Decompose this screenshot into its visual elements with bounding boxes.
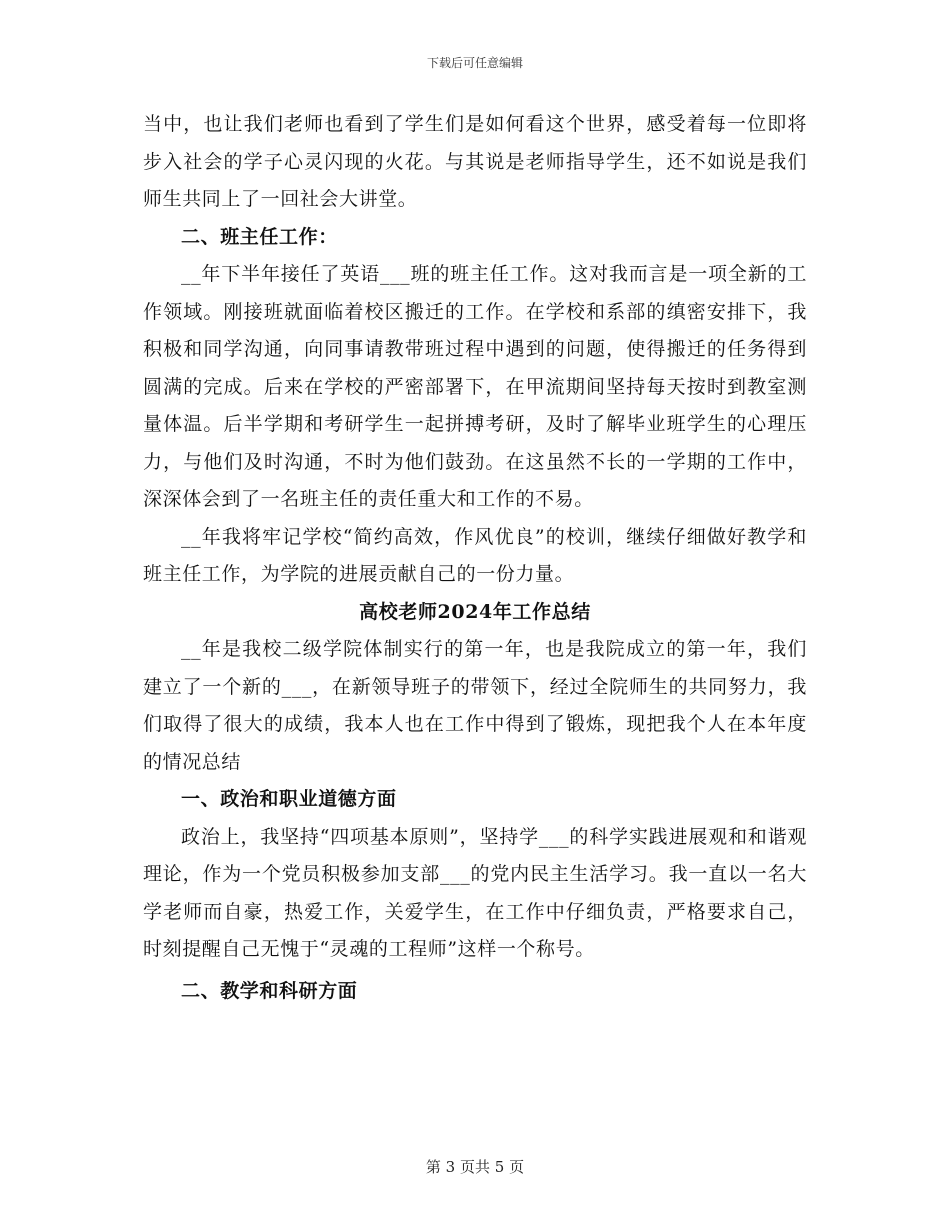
paragraph-next-year-plan: __年我将牢记学校“简约高效，作风优良”的校训，继续仔细做好教学和班主任工作，为学院的进展贡献自己的一份力量。 — [143, 525, 807, 585]
header-note: 下载后可任意编辑 — [426, 56, 523, 70]
paragraph-politics: 政治上，我坚持“四项基本原则”，坚持学___的科学实践进展观和和谐观理论，作为一个党员积极参加支部___的党内民主生活学习。我一直以一名大学老师而自豪，热爱工作，关爱学生，在工作中仔细负责，严格要求自己，时刻提醒自己无愧于“灵魂的工程师”这样一个称号。 — [143, 825, 807, 960]
section-heading-politics: 一、政治和职业道德方面 — [181, 788, 397, 810]
section-heading-teaching: 二、教学和科研方面 — [181, 979, 358, 1002]
document-title: 高校老师2024年工作总结 — [359, 600, 591, 623]
section-heading-class-teacher: 二、班主任工作： — [181, 225, 338, 248]
document-body — [143, 106, 807, 1010]
page-number: 第 3 页共 5 页 — [425, 1158, 525, 1176]
paragraph-class-teacher-work: __年下半年接任了英语___班的班主任工作。这对我而言是一项全新的工作领域。刚接班就面临着校区搬迁的工作。在学校和系部的缜密安排下，我积极和同学沟通，向同事请教带班过程中遇到的问题，使得搬迁的任务得到圆满的完成。后来在学校的严密部署下，在甲流期间坚持每天按时到教室测量体温。后半学期和考研学生一起拼搏考研，及时了解毕业班学生的心理压力，与他们及时沟通，不时为他们鼓劲。在这虽然不长的一学期的工作中，深深体会到了一名班主任的责任重大和工作的不易。 — [143, 263, 807, 510]
paragraph-continuation: 当中，也让我们老师也看到了学生们是如何看这个世界，感受着每一位即将步入社会的学子心灵闪现的火花。与其说是老师指导学生，还不如说是我们师生共同上了一回社会大讲堂。 — [143, 113, 807, 210]
paragraph-intro: __年是我校二级学院体制实行的第一年，也是我院成立的第一年，我们建立了一个新的___，在新领导班子的带领下，经过全院师生的共同努力，我们取得了很大的成绩，我本人也在工作中得到了锻炼，现把我个人在本年度的情况总结 — [143, 638, 807, 773]
